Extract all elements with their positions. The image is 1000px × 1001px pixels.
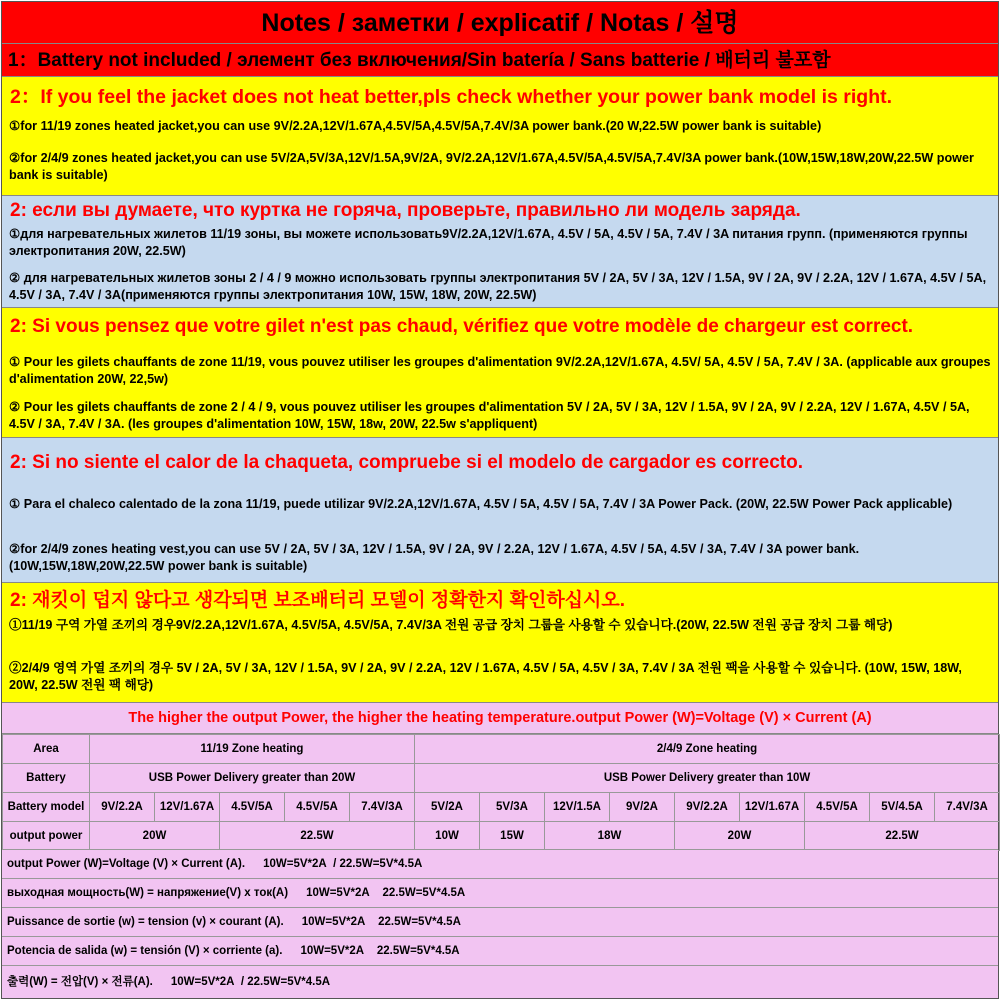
formula-example: 22.5W=5V*4.5A	[382, 887, 466, 899]
formula-example: 10W=5V*2A	[170, 976, 235, 988]
formula-text: 출력(W) = 전압(V) × 전류(A).	[7, 976, 153, 988]
section-paragraph-1: ①11/19 구역 가열 조끼의 경우9V/2.2A,12V/1.67A, 4.5V/5A, 4.5V/5A, 7.4V/3A 전원 공급 장치 그룹을 사용할 수 있습니다.(20W, 22.5W 전원 공급 장치 그룹 해당)	[9, 618, 893, 632]
section-heading: 2: Si no siente el calor de la chaqueta, compruebe si el modelo de cargador es correcto.	[10, 452, 803, 473]
model-cell: 5V/3A	[480, 793, 545, 822]
row-label: Area	[3, 735, 90, 764]
formula-english	[2, 849, 998, 878]
section-french	[2, 308, 998, 438]
area-2-4-9: 2/4/9 Zone heating	[415, 735, 1000, 764]
power-cell: 18W	[545, 822, 675, 851]
formula-example: / 22.5W=5V*4.5A	[333, 858, 423, 870]
model-cell: 5V/4.5A	[870, 793, 935, 822]
model-cell: 4.5V/5A	[805, 793, 870, 822]
section-english	[2, 77, 998, 196]
model-cell: 4.5V/5A	[285, 793, 350, 822]
model-cell: 7.4V/3A	[350, 793, 415, 822]
section-paragraph-1: ① Pour les gilets chauffants de zone 11/19, vous pouvez utiliser les groupes d'alimentation 9V/2.2A,12V/1.67A, 4.5V/ 5A, 4.5V / 5A, 7.4V / 3A. (applicable aux groupes d'alimentation 20W, 22,5w)	[9, 355, 991, 386]
row-label: output power	[3, 822, 90, 851]
section-heading: 2: если вы думаете, что куртка не горяча, проверьте, правильно ли модель заряда.	[10, 200, 801, 221]
model-cell: 12V/1.67A	[155, 793, 220, 822]
formula-example: 10W=5V*2A	[300, 945, 365, 957]
formula-text: output Power (W)=Voltage (V) × Current (A).	[7, 858, 246, 870]
notes-sheet	[1, 1, 999, 999]
section-russian	[2, 196, 998, 308]
formula-example: 10W=5V*2A	[263, 858, 327, 870]
battery-11-19: USB Power Delivery greater than 20W	[90, 764, 415, 793]
area-11-19: 11/19 Zone heating	[90, 735, 415, 764]
section-paragraph-2: ②2/4/9 영역 가열 조끼의 경우 5V / 2A, 5V / 3A, 12V / 1.5A, 9V / 2A, 9V / 2.2A, 12V / 1.67A, 4.5V / 5A, 4.5V / 3A, 7.4V / 3A 전원 팩을 사용할 수 있습니다. (10W, 15W, 18W, 20W, 22.5W 전원 팩 해당)	[9, 661, 962, 692]
power-cell: 15W	[480, 822, 545, 851]
model-cell: 9V/2A	[610, 793, 675, 822]
model-cell: 5V/2A	[415, 793, 480, 822]
power-cell: 22.5W	[805, 822, 1000, 851]
formula-example: 10W=5V*2A	[301, 916, 366, 928]
table-row-area	[3, 735, 1000, 764]
section-heading: 2: 재킷이 덥지 않다고 생각되면 보조배터리 모델이 정확한지 확인하십시오.	[10, 590, 626, 611]
formula-korean	[2, 965, 998, 998]
section-heading: 2: Si vous pensez que votre gilet n'est pas chaud, vérifiez que votre modèle de chargeur est correct.	[10, 316, 914, 337]
formula-french	[2, 907, 998, 936]
formula-text: Puissance de sortie (w) = tension (v) × courant (A).	[7, 916, 284, 928]
section-paragraph-2: ② Pour les gilets chauffants de zone 2 / 4 / 9, vous pouvez utiliser les groupes d'alimentation 5V / 2A, 5V / 3A, 12V / 1.5A, 9V / 2A, 9V / 2.2A, 12V / 1.67A, 4.5V / 5A, 4.5V / 3A, 7.4V / 3A. (les groupes d'alimentation 10W, 15W, 18w, 20W, 22.5w s'appliquent)	[9, 400, 970, 431]
model-cell: 9V/2.2A	[90, 793, 155, 822]
power-cell: 20W	[90, 822, 220, 851]
model-cell: 12V/1.5A	[545, 793, 610, 822]
power-cell: 10W	[415, 822, 480, 851]
row-label: Battery model	[3, 793, 90, 822]
section-heading: 2：If you feel the jacket does not heat better,pls check whether your power bank model is right.	[10, 86, 893, 108]
formula-russian	[2, 878, 998, 907]
row-label: Battery	[3, 764, 90, 793]
formula-example: 22.5W=5V*4.5A	[376, 945, 460, 957]
section-paragraph-2: ②for 2/4/9 zones heating vest,you can use 5V / 2A, 5V / 3A, 12V / 1.5A, 9V / 2A, 9V / 2.2A, 12V / 1.67A, 4.5V / 5A, 4.5V / 3A, 7.4V / 3A power bank.(10W,15W,18W,20W,22.5W power bank is suitable)	[9, 542, 860, 573]
power-table	[2, 734, 998, 851]
formula-text: Potencia de salida (w) = tensión (V) × corriente (a).	[7, 945, 283, 957]
section-paragraph-1: ①для нагревательных жилетов 11/19 зоны, вы можете использовать9V/2.2A,12V/1.67A, 4.5V / 5A, 4.5V / 5A, 7.4V / 3A питания групп. (применяются группы электропитания 20W, 22.5W)	[9, 227, 968, 258]
table-row-battery	[3, 764, 1000, 793]
section-paragraph-2: ② для нагревательных жилетов зоны 2 / 4 / 9 можно использовать группы электропитания 5V / 2A, 5V / 3A, 12V / 1.5A, 9V / 2A, 9V / 2.2A, 12V / 1.67A, 4.5V / 5A, 4.5V / 3A, 7.4V / 3A(применяются группы электропитания 10W, 15W, 18W, 20W, 22.5W)	[9, 271, 987, 302]
model-cell: 4.5V/5A	[220, 793, 285, 822]
section-paragraph-1: ①for 11/19 zones heated jacket,you can use 9V/2.2A,12V/1.67A,4.5V/5A,4.5V/5A,7.4V/3A power bank.(20 W,22.5W power bank is suitable)	[9, 119, 822, 133]
formula-text: выходная мощность(W) = напряжение(V) x ток(A)	[7, 887, 289, 899]
formula-example: 10W=5V*2A	[306, 887, 370, 899]
model-cell: 12V/1.67A	[740, 793, 805, 822]
table-caption: The higher the output Power, the higher the heating temperature.output Power (W)=Voltage (V) × Current (A)	[2, 703, 998, 734]
power-cell: 20W	[675, 822, 805, 851]
battery-note: 1：Battery not included / элемент без включения/Sin batería / Sans batterie / 배터리 불포함	[2, 44, 998, 77]
model-cell: 7.4V/3A	[935, 793, 1000, 822]
battery-2-4-9: USB Power Delivery greater than 10W	[415, 764, 1000, 793]
model-cell: 9V/2.2A	[675, 793, 740, 822]
power-cell: 22.5W	[220, 822, 415, 851]
formula-example: 22.5W=5V*4.5A	[378, 916, 461, 928]
table-row-models	[3, 793, 1000, 822]
section-paragraph-2: ②for 2/4/9 zones heated jacket,you can use 5V/2A,5V/3A,12V/1.5A,9V/2A, 9V/2.2A,12V/1.67A,4.5V/5A,4.5V/5A,7.4V/3A power bank.(10W,15W,18W,20W,22.5W power bank is suitable)	[9, 151, 974, 182]
formula-spanish	[2, 936, 998, 965]
section-korean	[2, 583, 998, 703]
table-row-power	[3, 822, 1000, 851]
formula-example: / 22.5W=5V*4.5A	[240, 976, 331, 988]
page-title: Notes / заметки / explicatif / Notas / 설명	[2, 2, 998, 44]
section-paragraph-1: ① Para el chaleco calentado de la zona 11/19, puede utilizar 9V/2.2A,12V/1.67A, 4.5V / 5A, 4.5V / 5A, 7.4V / 3A Power Pack. (20W, 22.5W Power Pack applicable)	[9, 497, 953, 511]
section-spanish	[2, 438, 998, 583]
